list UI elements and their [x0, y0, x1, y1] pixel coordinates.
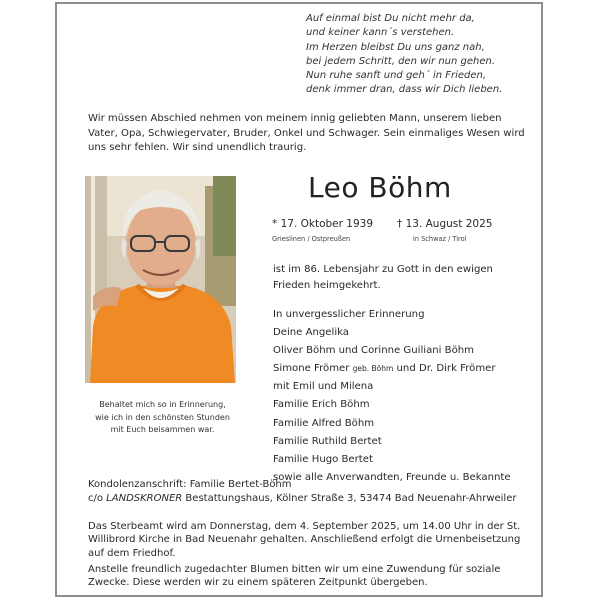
portrait-photo: [85, 176, 236, 383]
caption-line: wie ich in den schönsten Stunden: [95, 412, 230, 422]
birth-place: Grieslinen / Ostpreußen: [272, 235, 351, 243]
photo-caption: [80, 399, 245, 437]
poem-line: Auf einmal bist Du nicht mehr da,: [306, 13, 475, 24]
mourners-heading: In unvergesslicher Erinnerung: [273, 309, 425, 320]
mourner-line: Familie Hugo Bertet: [273, 453, 373, 465]
mourner-line: sowie alle Anverwandten, Freunde u. Bekannte: [273, 471, 511, 483]
poem: [306, 12, 502, 98]
poem-line: und keiner kann´s verstehen.: [306, 27, 455, 39]
age-text: ist im 86. Lebensjahr zu Gott in den ewigen Frieden heimgekehrt.: [273, 264, 493, 292]
mourner-line: Familie Erich Böhm: [273, 399, 370, 411]
condolence-line: Kondolenzanschrift: Familie Bertet-Böhm: [88, 479, 292, 490]
poem-line: Im Herzen bleibst Du uns ganz nah,: [306, 41, 485, 53]
poem-line: Nun ruhe sanft und geh´ in Frieden,: [306, 70, 487, 82]
funeral-home-name: LANDSKRONER: [106, 493, 183, 504]
condolence-address: [88, 478, 516, 506]
mourner-line: Familie Alfred Böhm: [273, 417, 375, 429]
care-of: c/o: [88, 493, 107, 504]
mourner-name: Simone Frömer: [273, 363, 353, 375]
birth-date: * 17. Oktober 1939: [272, 218, 374, 230]
service-text: Das Sterbeamt wird am Donnerstag, dem 4. September 2025, um 14.00 Uhr in der St. Willibrord Kirche in Bad Neuenahr gehalten. Anschließend erfolgt die Urnenbeisetzung auf dem Friedhof.: [88, 521, 521, 559]
condolence-line: [88, 492, 516, 506]
poem-line: denk immer dran, dass wir Dich lieben.: [306, 84, 503, 96]
deceased-name: Leo Böhm: [308, 171, 452, 204]
mourner-line: mit Emil und Milena: [273, 381, 374, 393]
death-place: in Schwaz / Tirol: [413, 235, 467, 243]
mourners-list: [273, 306, 511, 487]
donation-text: Anstelle freundlich zugedachter Blumen bitten wir um eine Zuwendung für soziale Zwecke. Diese werden wir zu einem späteren Zeitpunkt übergeben.: [88, 564, 501, 589]
death-date: † 13. August 2025: [397, 218, 493, 230]
maiden-name: geb. Böhm: [352, 364, 394, 374]
caption-line: mit Euch beisammen war.: [110, 425, 215, 435]
intro-text: Wir müssen Abschied nehmen von meinem innig geliebten Mann, unserem lieben Vater, Opa, Schwiegervater, Bruder, Onkel und Schwager. Sein einmaliges Wesen wird uns sehr fehlen. Wir sind unendlich traurig.: [88, 113, 525, 154]
mourner-spouse: und Dr. Dirk Frömer: [393, 363, 496, 375]
caption-line: Behaltet mich so in Erinnerung,: [99, 400, 226, 409]
funeral-home-address: Bestattungshaus, Kölner Straße 3, 53474 Bad Neuenahr-Ahrweiler: [182, 493, 517, 504]
mourner-line: Familie Ruthild Bertet: [273, 435, 382, 447]
mourner-line: Oliver Böhm und Corinne Guiliani Böhm: [273, 345, 474, 357]
mourner-line: Deine Angelika: [273, 327, 349, 339]
poem-line: bei jedem Schritt, den wir nun gehen.: [306, 55, 496, 67]
mourner-line: [273, 360, 511, 378]
